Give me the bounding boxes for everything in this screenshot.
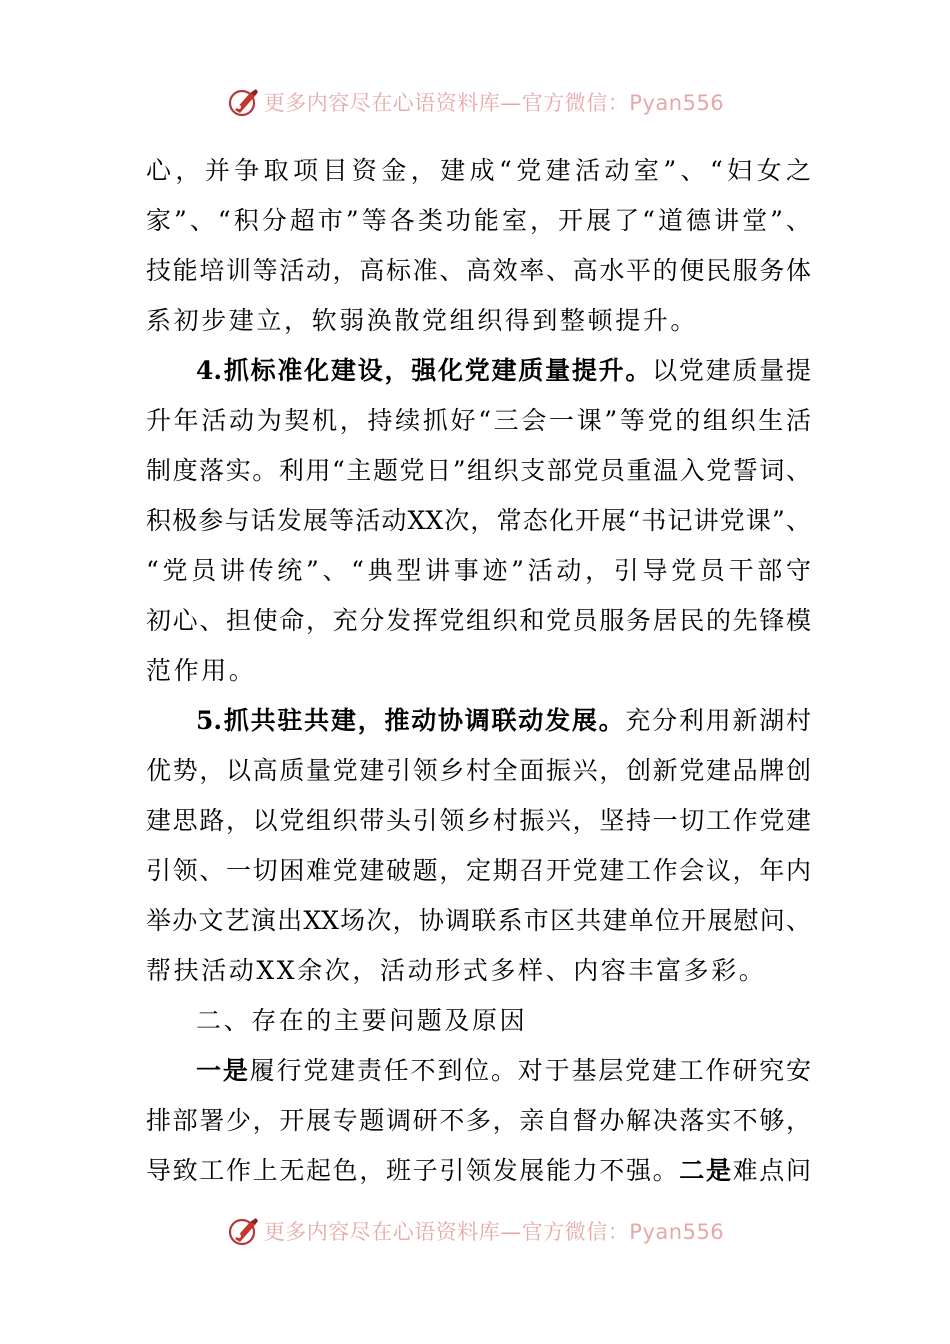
section-5-heading: 5.抓共驻共建，推动协调联动发展。 [196,706,626,735]
text-line: 心，并争取项目资金，建成“党建活动室”、“妇女之 [146,156,811,185]
document-body [146,146,811,1196]
section-title-problems [146,996,811,1046]
watermark-text: 更多内容尽在心语资料库—官方微信：Pyan556 [263,91,725,115]
text-line: 系初步建立，软弱涣散党组织得到整顿提升。 [146,306,699,335]
text-line: 优势，以高质量党建引领乡村全面振兴，创新党建品牌创 [146,756,811,785]
paragraph-section-4 [146,346,811,696]
text-line: 范作用。 [146,656,257,685]
text-line: 排部署少，开展专题调研不多，亲自督办解决落实不够， [146,1106,811,1135]
text-line: 升年活动为契机，持续抓好“三会一课”等党的组织生活 [146,406,811,435]
text-line: 家”、“积分超市”等各类功能室，开展了“道德讲堂”、 [146,206,811,235]
pen-nib-circle-icon [226,84,262,120]
problem-1-first-line: 履行党建责任不到位。对于基层党建工作研究安 [249,1056,811,1085]
section-5-first-line: 充分利用新湖村 [625,706,811,735]
problem-1-lead: 一是 [196,1056,250,1085]
section-4-heading: 4.抓标准化建设，强化党建质量提升。 [196,356,653,385]
problem-line-3-post: 难点问 [732,1156,811,1185]
problem-2-lead: 二是 [679,1156,733,1185]
watermark-footer [0,1211,950,1251]
watermark-header [0,82,950,122]
text-line: 积极参与话发展等活动XX次，常态化开展“书记讲党课”、 [146,506,811,535]
text-line: 技能培训等活动，高标准、高效率、高水平的便民服务体 [146,256,811,285]
text-line: 建思路，以党组织带头引领乡村振兴，坚持一切工作党建 [146,806,811,835]
text-line [146,1046,811,1096]
paragraph-section-5 [146,696,811,996]
paragraph-problems [146,1046,811,1196]
text-line [146,696,811,746]
paragraph-intro [146,146,811,346]
text-line [146,1146,811,1196]
text-line: 初心、担使命，充分发挥党组织和党员服务居民的先锋模 [146,606,811,635]
text-line: 帮扶活动XX余次，活动形式多样、内容丰富多彩。 [146,956,767,985]
text-line: 引领、一切困难党建破题，定期召开党建工作会议，年内 [146,856,811,885]
watermark-text: 更多内容尽在心语资料库—官方微信：Pyan556 [263,1220,725,1244]
text-line: “党员讲传统”、“典型讲事迹”活动，引导党员干部守 [146,556,811,585]
section-title: 二、存在的主要问题及原因 [196,1006,528,1035]
section-4-first-line: 以党建质量提 [652,356,811,385]
pen-nib-circle-icon [226,1213,262,1249]
text-line [146,346,811,396]
text-line: 制度落实。利用“主题党日”组织支部党员重温入党誓词、 [146,456,811,485]
text-line: 举办文艺演出XX场次，协调联系市区共建单位开展慰问、 [146,906,811,935]
problem-line-3-pre: 导致工作上无起色，班子引领发展能力不强。 [146,1156,680,1185]
